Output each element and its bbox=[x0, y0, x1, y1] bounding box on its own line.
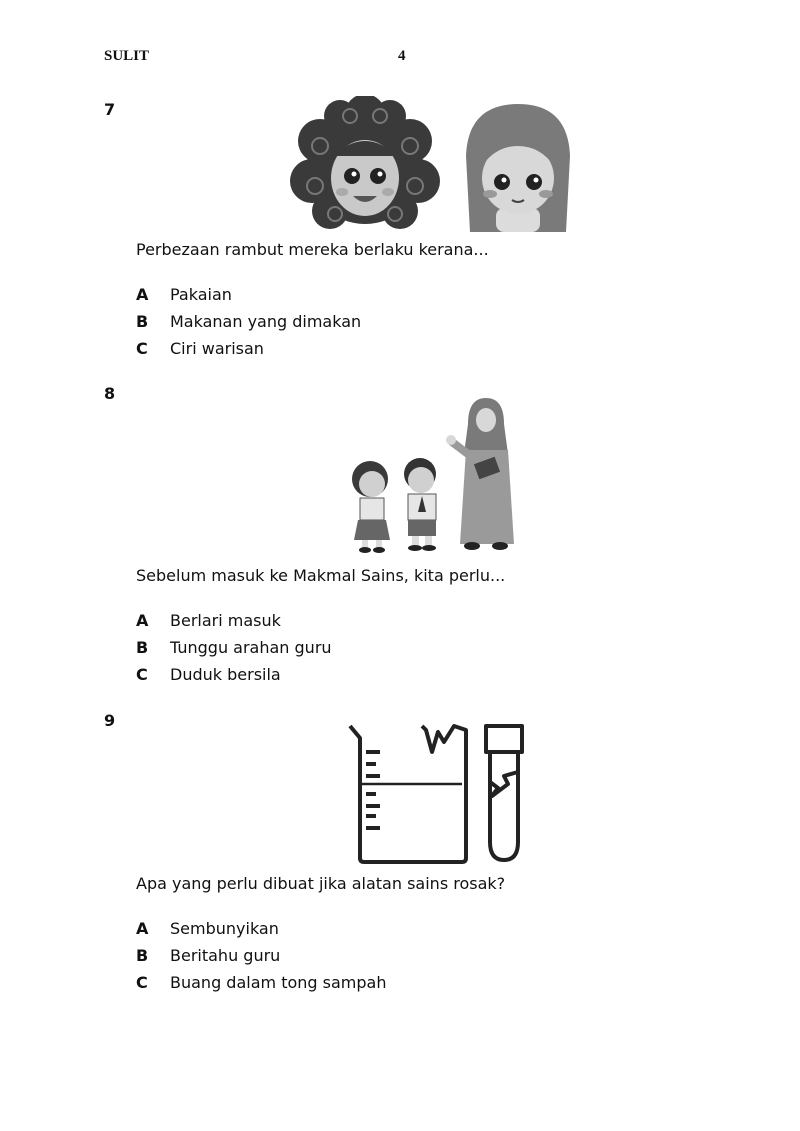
question-7-option-c[interactable] bbox=[136, 339, 264, 358]
option-text: Berlari masuk bbox=[170, 611, 281, 630]
teacher-icon bbox=[446, 398, 514, 550]
question-9-option-b[interactable] bbox=[136, 946, 280, 965]
option-letter: A bbox=[136, 919, 149, 938]
question-9-stem: Apa yang perlu dibuat jika alatan sains rosak? bbox=[136, 874, 506, 893]
header-sulit: SULIT bbox=[104, 48, 150, 64]
option-letter: C bbox=[136, 973, 148, 992]
question-7-stem: Perbezaan rambut mereka berlaku kerana... bbox=[136, 240, 489, 259]
girl-student-icon bbox=[352, 461, 390, 553]
two-girls-hair-illustration bbox=[290, 96, 580, 232]
option-letter: B bbox=[136, 946, 149, 965]
broken-test-tube-icon bbox=[486, 726, 522, 860]
page-number: 4 bbox=[398, 48, 406, 64]
option-letter: C bbox=[136, 665, 148, 684]
option-letter: B bbox=[136, 638, 149, 657]
broken-beaker-icon bbox=[350, 726, 466, 862]
option-text: Ciri warisan bbox=[170, 339, 264, 358]
question-9-number: 9 bbox=[104, 711, 116, 730]
question-9-option-c[interactable] bbox=[136, 973, 386, 992]
question-8-option-a[interactable] bbox=[136, 611, 281, 630]
curly-hair-girl-icon bbox=[290, 96, 440, 229]
option-text: Makanan yang dimakan bbox=[170, 312, 362, 331]
question-7-option-b[interactable] bbox=[136, 312, 361, 331]
option-letter: A bbox=[136, 611, 149, 630]
question-9-option-a[interactable] bbox=[136, 919, 279, 938]
straight-hair-girl-icon bbox=[466, 104, 570, 232]
question-7-number: 7 bbox=[104, 100, 116, 119]
option-text: Duduk bersila bbox=[170, 665, 281, 684]
option-text: Sembunyikan bbox=[170, 919, 279, 938]
option-letter: C bbox=[136, 339, 148, 358]
option-letter: A bbox=[136, 285, 149, 304]
teacher-and-students-illustration bbox=[348, 394, 514, 554]
boy-student-icon bbox=[404, 458, 436, 551]
option-text: Tunggu arahan guru bbox=[170, 638, 332, 657]
option-letter: B bbox=[136, 312, 149, 331]
option-text: Buang dalam tong sampah bbox=[170, 973, 387, 992]
broken-lab-glassware-illustration bbox=[346, 722, 528, 864]
question-8-number: 8 bbox=[104, 384, 116, 403]
option-text: Pakaian bbox=[170, 285, 232, 304]
option-text: Beritahu guru bbox=[170, 946, 281, 965]
question-7-option-a[interactable] bbox=[136, 285, 232, 304]
question-8-option-b[interactable] bbox=[136, 638, 332, 657]
question-8-stem: Sebelum masuk ke Makmal Sains, kita perlu... bbox=[136, 566, 506, 585]
question-8-option-c[interactable] bbox=[136, 665, 281, 684]
